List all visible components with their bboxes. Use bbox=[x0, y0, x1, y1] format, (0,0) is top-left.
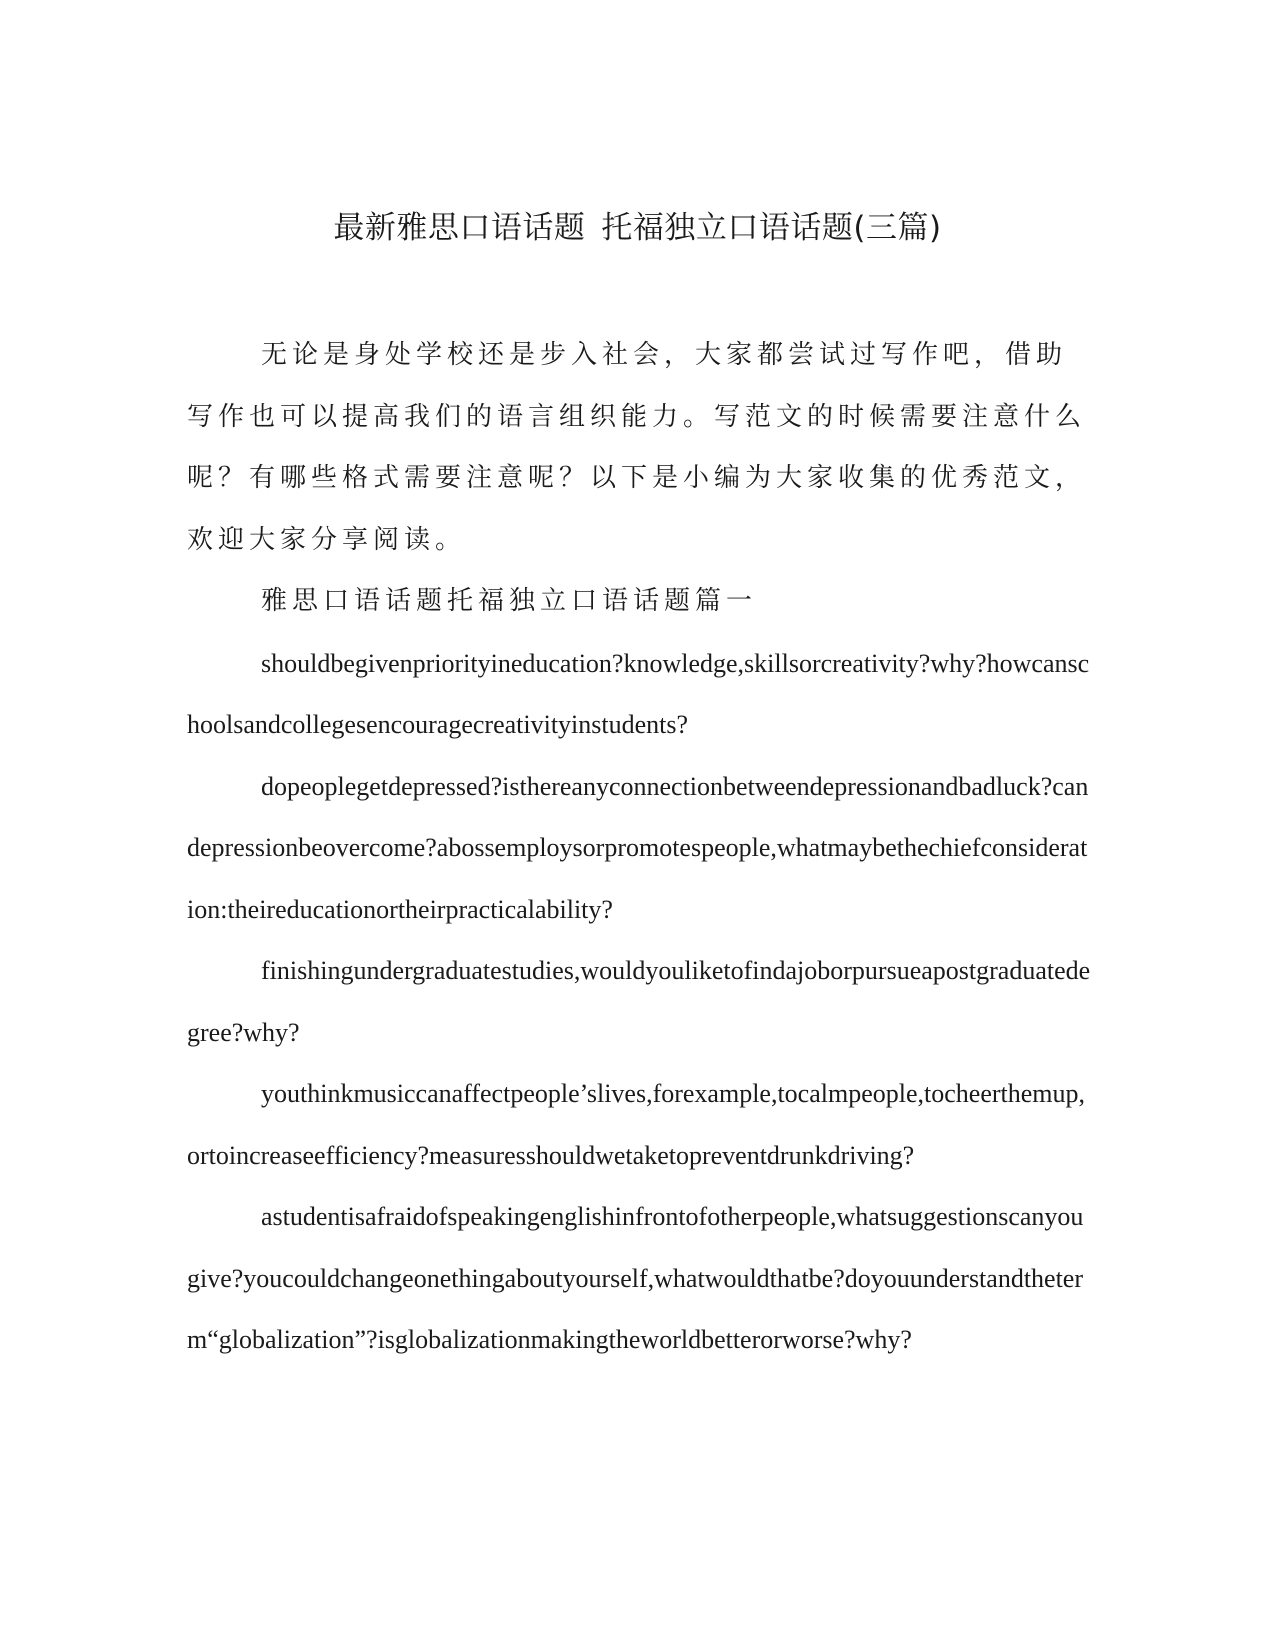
title-part-1: 最新雅思口语话题 bbox=[333, 210, 586, 246]
body-paragraph: shouldbegivenpriorityineducation?knowledge,skillsorcreativity?why?howcanschoolsandcollegesencouragecreativityinstudents? bbox=[187, 648, 1090, 739]
body-paragraph: finishingundergraduatestudies,wouldyouliketofindajoborpursueapostgraduatedegree?why? bbox=[187, 956, 1091, 1047]
body-paragraph: astudentisafraidofspeakingenglishinfrontofotherpeople,whatsuggestionscanyougive?youcouldchangeonethingaboutyourself,whatwouldthatbe?doyouunderstandtheterm“globalization”?isglobalizationmakingtheworldbetterorworse?why? bbox=[187, 1202, 1084, 1354]
body-paragraph: dopeoplegetdepressed?isthereanyconnectionbetweendepressionandbadluck?candepressionbeovercome?abossemploysorpromotespeople,whatmaybethechiefconsideration:theireducationortheirpracticalability? bbox=[187, 771, 1089, 924]
intro-paragraph: 无论是身处学校还是步入社会，大家都尝试过写作吧，借助写作也可以提高我们的语言组织能力。写范文的时候需要注意什么呢？有哪些格式需要注意呢？以下是小编为大家收集的优秀范文，欢迎大家分享阅读。 bbox=[187, 340, 1087, 555]
document-title bbox=[0, 208, 1275, 248]
body-paragraph: youthinkmusiccanaffectpeople’slives,forexample,tocalmpeople,tocheerthemup,ortoincreaseefficiency?measuresshouldwetaketopreventdrunkdriving? bbox=[187, 1079, 1086, 1170]
title-part-2: 托福独立口语话题(三篇) bbox=[601, 210, 942, 246]
section-heading: 雅思口语话题托福独立口语话题篇一 bbox=[261, 586, 758, 616]
document-body bbox=[187, 325, 1092, 1371]
